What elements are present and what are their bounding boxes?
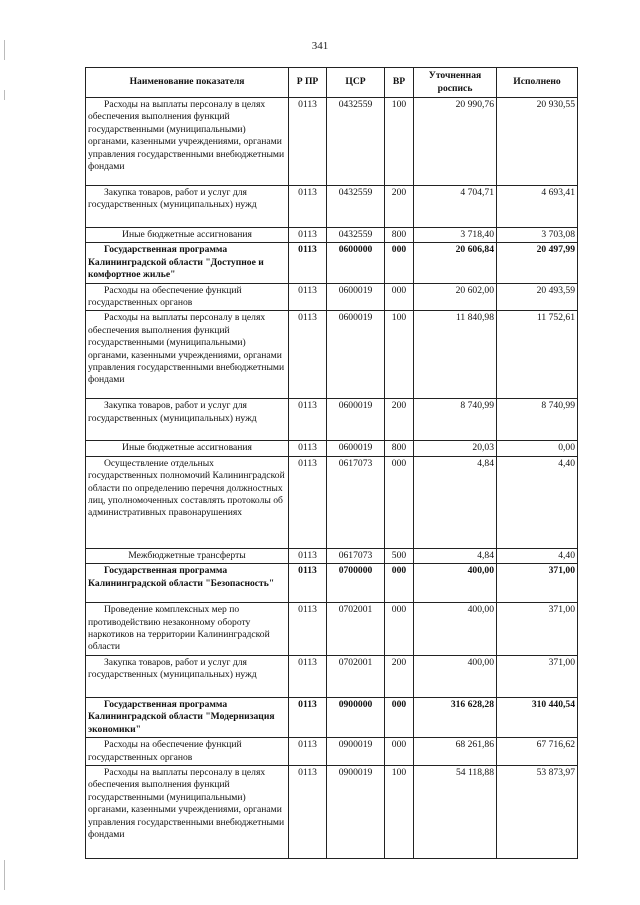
- table-row: [86, 441, 578, 456]
- row-csr: 0702001: [327, 655, 385, 697]
- row-plan: 4 704,71: [414, 186, 497, 228]
- table-row: [86, 548, 578, 563]
- row-plan: 20 606,84: [414, 243, 497, 283]
- row-plan: 400,00: [414, 564, 497, 603]
- report-table: [85, 67, 578, 859]
- table-row: [86, 311, 578, 399]
- row-name: Расходы на обеспечение функций государственных органов: [86, 283, 289, 311]
- row-done: 53 873,97: [497, 765, 578, 858]
- row-csr: 0700000: [327, 564, 385, 603]
- table-header-row: [86, 68, 578, 98]
- column-header-csr: ЦСР: [327, 68, 385, 98]
- row-rpr: 0113: [289, 655, 327, 697]
- row-name: Закупка товаров, работ и услуг для государственных (муниципальных) нужд: [86, 186, 289, 228]
- row-name: Расходы на выплаты персоналу в целях обеспечения выполнения функций государственными (муниципальными) органами, казенными учреждениями, органами управления государственными внебюджетными фондами: [86, 311, 289, 399]
- row-done: 20 930,55: [497, 98, 578, 186]
- row-vr: 000: [385, 603, 414, 656]
- row-csr: 0617073: [327, 456, 385, 548]
- margin-mark: [4, 860, 5, 890]
- row-rpr: 0113: [289, 98, 327, 186]
- row-name: Межбюджетные трансферты: [86, 548, 289, 563]
- row-plan: 8 740,99: [414, 399, 497, 441]
- row-done: 0,00: [497, 441, 578, 456]
- row-name: Расходы на выплаты персоналу в целях обеспечения выполнения функций государственными (муниципальными) органами, казенными учреждениями, органами управления государственными внебюджетными фондами: [86, 98, 289, 186]
- row-name: Проведение комплексных мер по противодействию незаконному обороту наркотиков на территории Калининградской области: [86, 603, 289, 656]
- row-vr: 200: [385, 399, 414, 441]
- row-vr: 000: [385, 564, 414, 603]
- row-name: Расходы на выплаты персоналу в целях обеспечения выполнения функций государственными (муниципальными) органами, казенными учреждениями, органами управления государственными внебюджетными фондами: [86, 765, 289, 858]
- row-done: 20 493,59: [497, 283, 578, 311]
- row-rpr: 0113: [289, 738, 327, 766]
- page-number: 341: [311, 40, 329, 52]
- row-rpr: 0113: [289, 564, 327, 603]
- row-done: 4,40: [497, 456, 578, 548]
- row-plan: 20 602,00: [414, 283, 497, 311]
- margin-mark: [4, 90, 5, 100]
- row-rpr: 0113: [289, 243, 327, 283]
- report-table-container: [85, 67, 577, 859]
- table-row: [86, 603, 578, 656]
- row-done: 371,00: [497, 564, 578, 603]
- table-row: [86, 564, 578, 603]
- row-name: Закупка товаров, работ и услуг для государственных (муниципальных) нужд: [86, 399, 289, 441]
- column-header-rpr: Р ПР: [289, 68, 327, 98]
- table-row: [86, 399, 578, 441]
- row-plan: 316 628,28: [414, 697, 497, 737]
- row-csr: 0432559: [327, 186, 385, 228]
- table-row: [86, 243, 578, 283]
- row-csr: 0600019: [327, 283, 385, 311]
- row-name: Осуществление отдельных государственных полномочий Калининградской области по определению перечня должностных лиц, уполномоченных составлять протоколы об административных правонарушениях: [86, 456, 289, 548]
- row-csr: 0432559: [327, 98, 385, 186]
- column-header-vr: ВР: [385, 68, 414, 98]
- row-done: 67 716,62: [497, 738, 578, 766]
- row-rpr: 0113: [289, 603, 327, 656]
- row-rpr: 0113: [289, 697, 327, 737]
- table-row: [86, 228, 578, 243]
- row-rpr: 0113: [289, 399, 327, 441]
- row-vr: 000: [385, 243, 414, 283]
- row-vr: 500: [385, 548, 414, 563]
- row-vr: 100: [385, 765, 414, 858]
- table-row: [86, 186, 578, 228]
- row-vr: 800: [385, 228, 414, 243]
- column-header-done: Исполнено: [497, 68, 578, 98]
- row-rpr: 0113: [289, 456, 327, 548]
- row-done: 4 693,41: [497, 186, 578, 228]
- row-name: Государственная программа Калининградской области "Модернизация экономики": [86, 697, 289, 737]
- row-name: Закупка товаров, работ и услуг для государственных (муниципальных) нужд: [86, 655, 289, 697]
- row-vr: 200: [385, 655, 414, 697]
- row-csr: 0702001: [327, 603, 385, 656]
- row-rpr: 0113: [289, 441, 327, 456]
- row-done: 371,00: [497, 603, 578, 656]
- row-csr: 0617073: [327, 548, 385, 563]
- row-name: Иные бюджетные ассигнования: [86, 228, 289, 243]
- row-plan: 4,84: [414, 548, 497, 563]
- table-row: [86, 283, 578, 311]
- row-plan: 20,03: [414, 441, 497, 456]
- row-done: 11 752,61: [497, 311, 578, 399]
- row-vr: 200: [385, 186, 414, 228]
- row-plan: 20 990,76: [414, 98, 497, 186]
- row-plan: 68 261,86: [414, 738, 497, 766]
- row-rpr: 0113: [289, 186, 327, 228]
- row-vr: 000: [385, 283, 414, 311]
- table-row: [86, 456, 578, 548]
- row-done: 310 440,54: [497, 697, 578, 737]
- row-done: 3 703,08: [497, 228, 578, 243]
- row-vr: 000: [385, 456, 414, 548]
- row-done: 20 497,99: [497, 243, 578, 283]
- row-csr: 0600000: [327, 243, 385, 283]
- table-row: [86, 655, 578, 697]
- row-done: 4,40: [497, 548, 578, 563]
- table-row: [86, 697, 578, 737]
- row-rpr: 0113: [289, 283, 327, 311]
- row-name: Государственная программа Калининградской области "Доступное и комфортное жилье": [86, 243, 289, 283]
- table-row: [86, 765, 578, 858]
- row-plan: 3 718,40: [414, 228, 497, 243]
- table-row: [86, 98, 578, 186]
- row-plan: 54 118,88: [414, 765, 497, 858]
- row-csr: 0900019: [327, 765, 385, 858]
- row-plan: 11 840,98: [414, 311, 497, 399]
- row-csr: 0600019: [327, 399, 385, 441]
- row-vr: 000: [385, 697, 414, 737]
- row-plan: 4,84: [414, 456, 497, 548]
- column-header-plan: Уточненная роспись: [414, 68, 497, 98]
- row-csr: 0600019: [327, 311, 385, 399]
- row-vr: 100: [385, 98, 414, 186]
- row-vr: 000: [385, 738, 414, 766]
- row-vr: 100: [385, 311, 414, 399]
- row-rpr: 0113: [289, 311, 327, 399]
- row-csr: 0900019: [327, 738, 385, 766]
- row-done: 8 740,99: [497, 399, 578, 441]
- row-rpr: 0113: [289, 228, 327, 243]
- row-rpr: 0113: [289, 548, 327, 563]
- row-plan: 400,00: [414, 655, 497, 697]
- row-name: Иные бюджетные ассигнования: [86, 441, 289, 456]
- row-done: 371,00: [497, 655, 578, 697]
- row-name: Расходы на обеспечение функций государственных органов: [86, 738, 289, 766]
- row-csr: 0900000: [327, 697, 385, 737]
- row-name: Государственная программа Калининградской области "Безопасность": [86, 564, 289, 603]
- column-header-name: Наименование показателя: [86, 68, 289, 98]
- row-rpr: 0113: [289, 765, 327, 858]
- row-vr: 800: [385, 441, 414, 456]
- row-plan: 400,00: [414, 603, 497, 656]
- row-csr: 0600019: [327, 441, 385, 456]
- row-csr: 0432559: [327, 228, 385, 243]
- table-row: [86, 738, 578, 766]
